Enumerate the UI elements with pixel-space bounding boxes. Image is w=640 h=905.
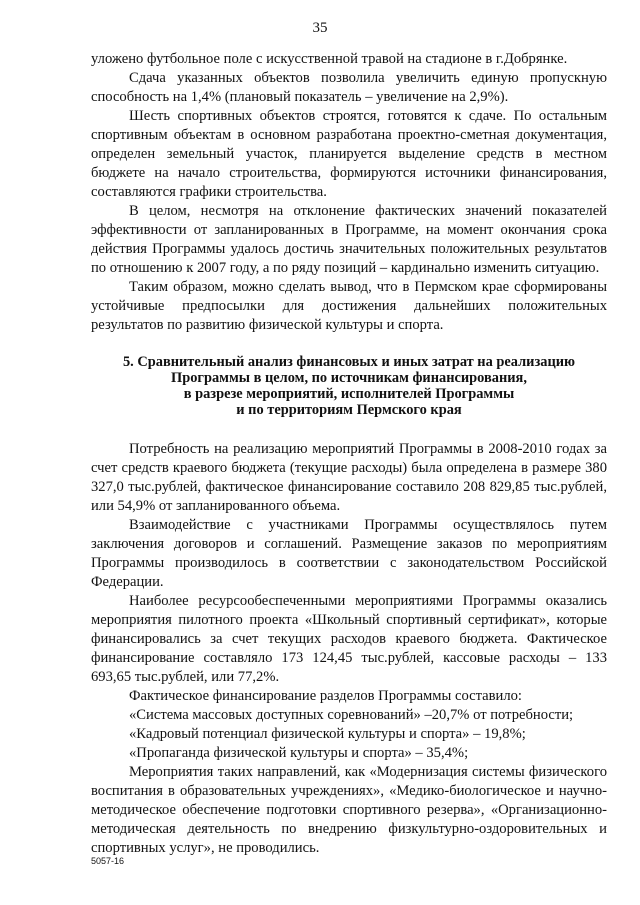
section-heading-line-3: в разрезе мероприятий, исполнителей Программы	[183, 386, 515, 402]
section-heading-line-2: Программы в целом, по источникам финансирования,	[171, 370, 527, 386]
footer-code: 5057-16	[91, 856, 125, 866]
document-body	[91, 50, 607, 858]
paragraph-top-3: Шесть спортивных объектов строятся, готовятся к сдаче. По остальным спортивным объектам в основном разработана проектно-сметная документация, определен земельный участок, планируется выделение средств в местном бюджете на начало строительства, формируются источники финансирования, составляются графики строительства.	[91, 108, 607, 200]
paragraph-top-4: В целом, несмотря на отклонение фактических значений показателей эффективности от запланированных в Программе, на момент окончания срока действия Программы удалось достичь значительных положительных результатов по отношению к 2007 году, а по ряду позиций – кардинально изменить ситуацию.	[91, 203, 607, 276]
section-heading-line-4: и по территориям Пермского края	[236, 402, 462, 418]
list-item-section-3: «Пропаганда физической культуры и спорта» – 35,4%;	[129, 745, 469, 761]
paragraph-top-2: Сдача указанных объектов позволила увеличить единую пропускную способность на 1,4% (плановый показатель – увеличение на 2,9%).	[91, 70, 607, 105]
paragraph-bottom-1: Потребность на реализацию мероприятий Программы в 2008-2010 годах за счет средств краевого бюджета (текущие расходы) была определена в размере 380 327,0 тыс.рублей, фактическое финансирование составило 208 829,85 тыс.рублей, или 54,9% от запланированного объема.	[91, 441, 607, 514]
paragraph-bottom-4: Фактическое финансирование разделов Программы составило:	[129, 688, 522, 704]
paragraph-top-5: Таким образом, можно сделать вывод, что в Пермском крае сформированы устойчивые предпосылки для достижения дальнейших положительных результатов по развитию физической культуры и спорта.	[91, 279, 607, 333]
list-item-section-2: «Кадровый потенциал физической культуры и спорта» – 19,8%;	[129, 726, 526, 742]
section-heading	[91, 354, 607, 418]
paragraph-bottom-3: Наиболее ресурсообеспеченными мероприятиями Программы оказались мероприятия пилотного проекта «Школьный спортивный сертификат», которые финансировались за счет текущих расходов краевого бюджета. Фактическое финансирование составляло 173 124,45 тыс.рублей, кассовые расходы – 133 693,65 тыс.рублей, или 77,2%.	[91, 593, 607, 685]
page-number: 35	[312, 20, 328, 36]
paragraph-bottom-final: Мероприятия таких направлений, как «Модернизация системы физического воспитания в образовательных учреждениях», «Медико-биологическое и научно-методическое обеспечение подготовки спортивного резерва», «Организационно-методическая деятельность по внедрению физкультурно-оздоровительных и спортивных услуг», не проводились.	[91, 764, 607, 856]
section-heading-line-1: 5. Сравнительный анализ финансовых и иных затрат на реализацию	[122, 354, 576, 370]
paragraph-top-1: уложено футбольное поле с искусственной травой на стадионе в г.Добрянке.	[91, 51, 568, 67]
list-item-section-1: «Система массовых доступных соревнований» –20,7% от потребности;	[129, 707, 574, 723]
paragraph-bottom-2: Взаимодействие с участниками Программы осуществлялось путем заключения договоров и соглашений. Размещение заказов по мероприятиям Программы производилось в соответствии с законодательством Российской Федерации.	[91, 517, 607, 590]
